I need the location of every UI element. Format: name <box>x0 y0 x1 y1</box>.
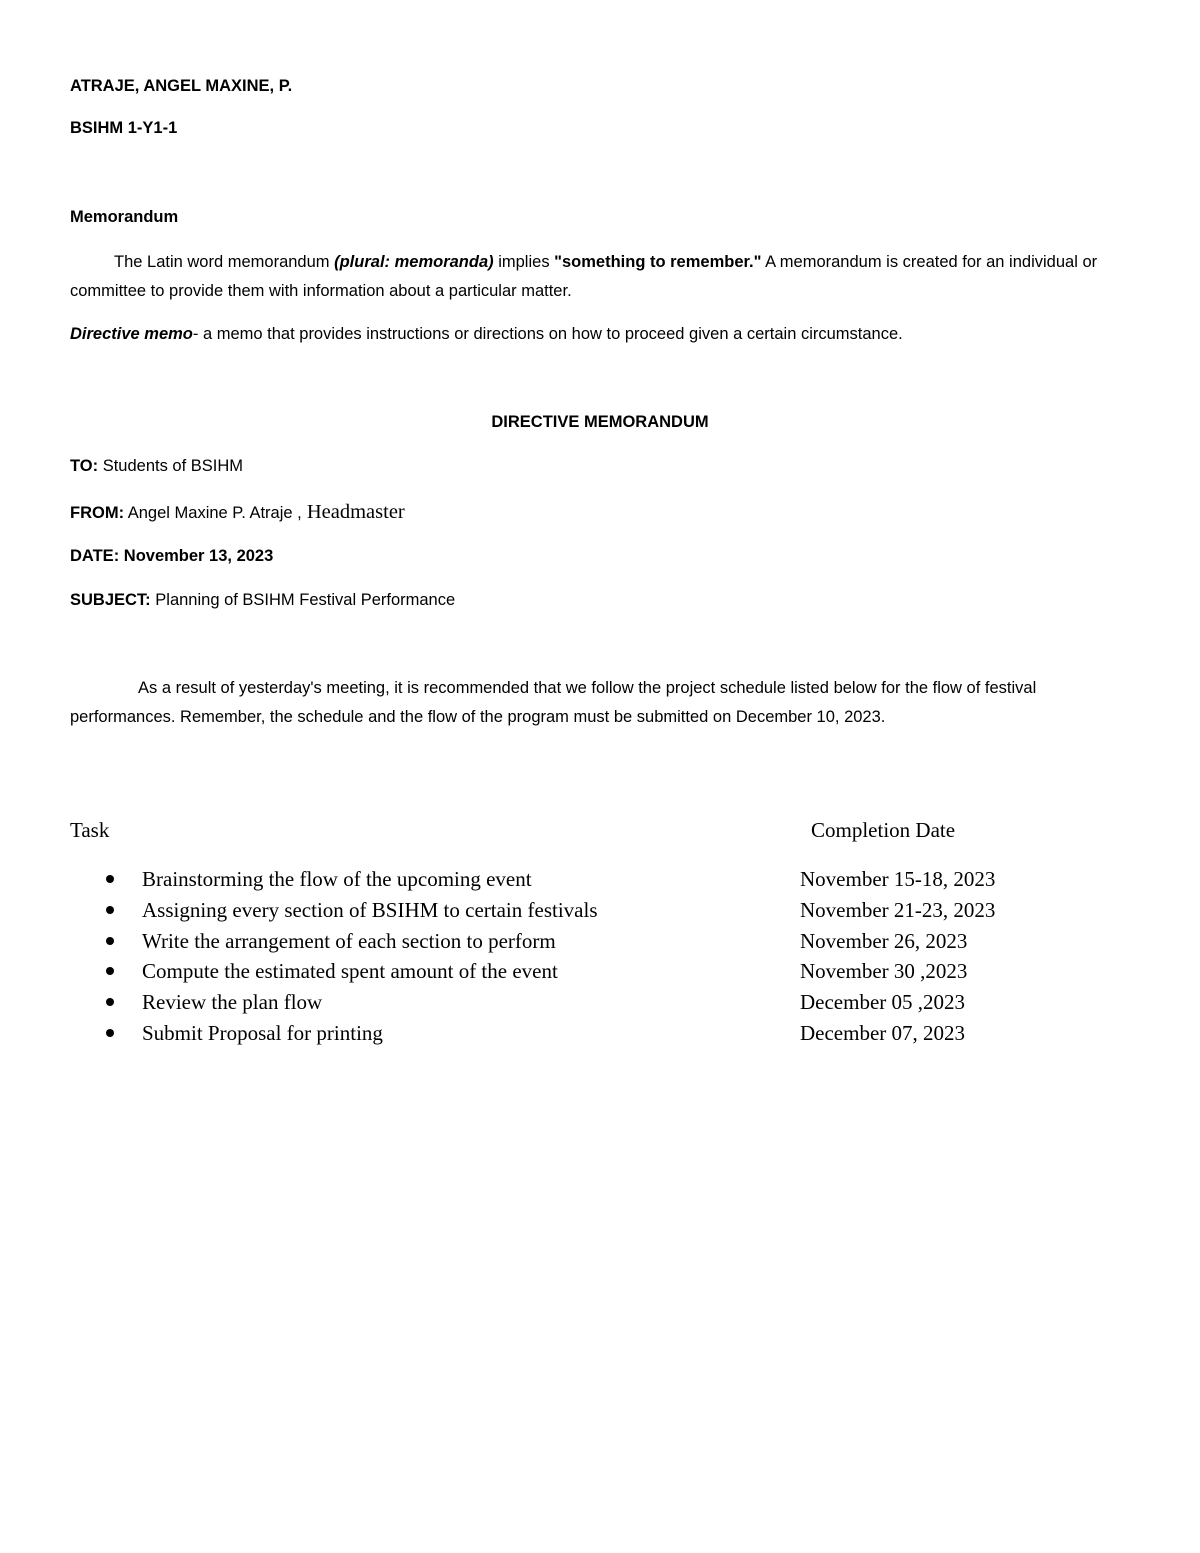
task-name: Review the plan flow <box>142 990 323 1015</box>
memo-date-label: DATE: <box>70 547 120 565</box>
task-date: November 21-23, 2023 <box>800 897 996 922</box>
task-name: Brainstorming the flow of the upcoming event <box>142 867 532 891</box>
directive-memo-term: Directive memo <box>70 325 193 343</box>
task-date: December 05 ,2023 <box>800 990 966 1015</box>
task-date: November 30 ,2023 <box>800 959 968 984</box>
memorandum-definition <box>70 248 1135 306</box>
student-section: BSIHM 1-Y1-1 <box>70 119 178 137</box>
memo-date <box>70 547 273 566</box>
definition-text-a: The Latin word memorandum <box>114 253 335 271</box>
directive-memo-text: - a memo that provides instructions or directions on how to proceed given a certain circumstance. <box>192 325 903 343</box>
memo-title: DIRECTIVE MEMORANDUM <box>491 413 709 431</box>
student-name: ATRAJE, ANGEL MAXINE, P. <box>70 77 293 95</box>
memorandum-heading: Memorandum <box>70 208 179 226</box>
task-item <box>70 987 1070 1018</box>
task-item <box>70 1018 1070 1049</box>
memo-subject-value: Planning of BSIHM Festival Performance <box>150 591 456 609</box>
memo-to-label: TO: <box>70 457 99 475</box>
memo-subject-label: SUBJECT: <box>70 591 151 609</box>
bullet-icon <box>106 967 114 975</box>
memo-from <box>70 501 405 524</box>
memo-from-label: FROM: <box>70 504 125 522</box>
task-name: Compute the estimated spent amount of the event <box>142 959 558 984</box>
memo-date-value: November 13, 2023 <box>119 547 274 565</box>
definition-text-c: A memorandum is created for an individual or committee to provide them with information about a particular matter. <box>70 253 1098 300</box>
memo-to <box>70 457 243 476</box>
task-item <box>70 895 1070 926</box>
task-name: Write the arrangement of each section to perform <box>142 928 556 953</box>
memo-subject <box>70 591 455 610</box>
bullet-icon <box>106 906 114 914</box>
task-column-header: Task <box>70 818 110 842</box>
memo-body: As a result of yesterday's meeting, it is recommended that we follow the project schedule listed below for the flow of festival performances. Remember, the schedule and the flow of the program must be submitted on December 10, 2023. <box>70 679 1037 726</box>
memo-from-value: Angel Maxine P. Atraje , <box>124 504 302 522</box>
definition-plural: (plural: memoranda) <box>334 253 494 271</box>
task-date: December 07, 2023 <box>800 1020 966 1045</box>
task-item <box>70 926 1070 957</box>
bullet-icon <box>106 1029 114 1037</box>
task-item <box>70 864 1070 895</box>
definition-quote: "something to remember." <box>554 253 762 271</box>
memo-to-value: Students of BSIHM <box>98 457 244 475</box>
bullet-icon <box>106 998 114 1006</box>
definition-text-b: implies <box>493 253 555 271</box>
completion-date-column-header: Completion Date <box>811 818 956 842</box>
task-name: Assigning every section of BSIHM to certain festivals <box>142 897 598 922</box>
directive-memo-definition <box>70 320 1135 349</box>
task-list <box>70 864 1070 1049</box>
task-date: November 15-18, 2023 <box>800 867 996 891</box>
task-item <box>70 956 1070 987</box>
task-date: November 26, 2023 <box>800 928 968 953</box>
bullet-icon <box>106 875 114 883</box>
bullet-icon <box>106 937 114 945</box>
memo-from-role: Headmaster <box>301 501 405 523</box>
task-name: Submit Proposal for printing <box>142 1020 383 1045</box>
